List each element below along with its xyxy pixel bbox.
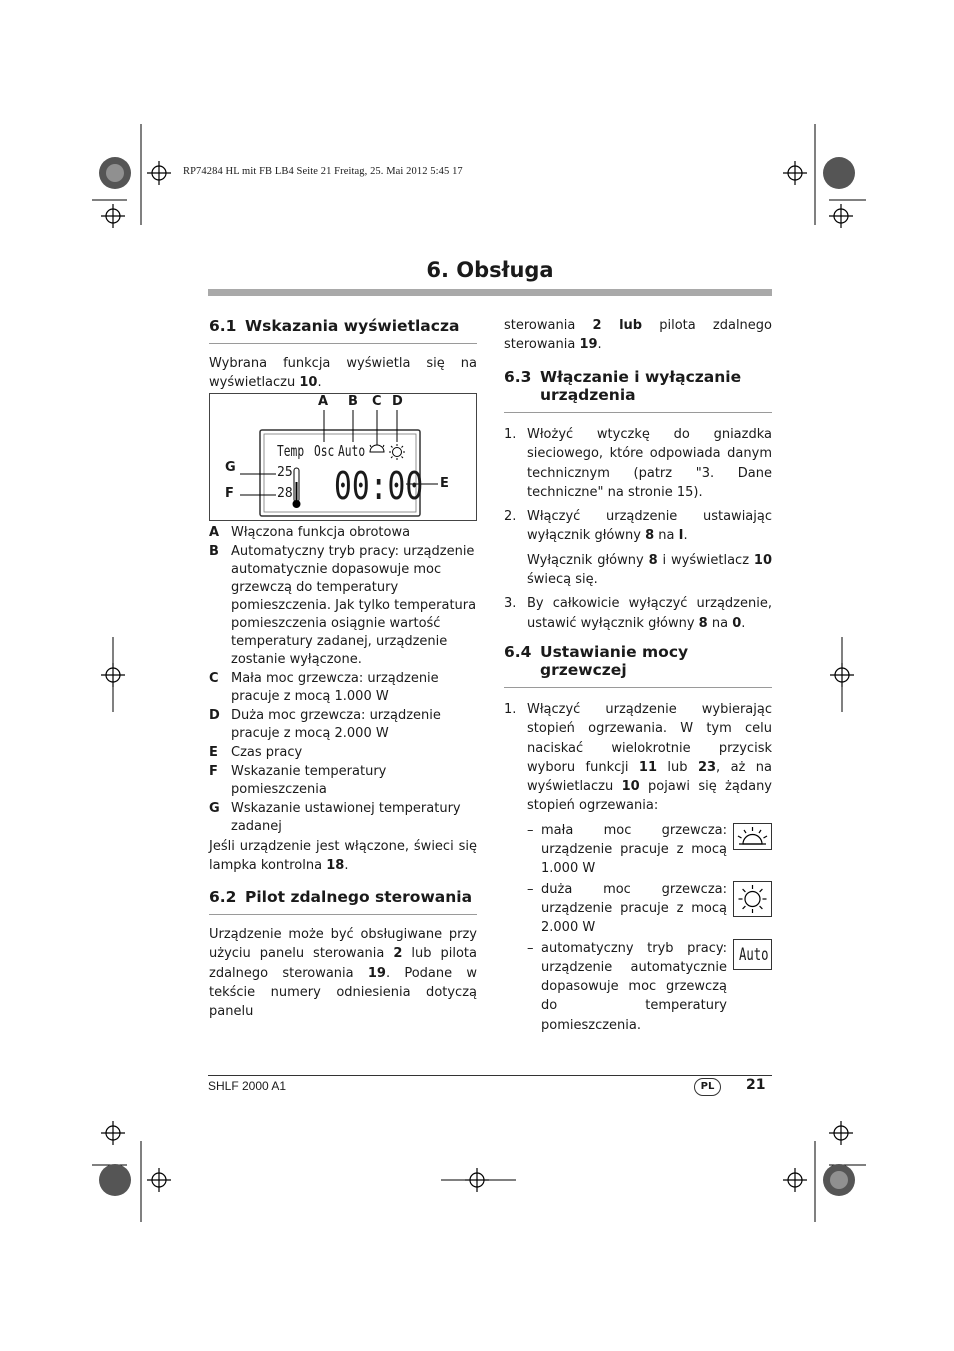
section-6-2-heading: 6.2 Pilot zdalnego sterowania — [209, 888, 473, 906]
legend-item: E Czas pracy — [209, 745, 303, 760]
heat-options — [527, 821, 727, 1035]
s63-steps — [504, 425, 772, 633]
list-item: Wyłącznik główny 8 i wyświetlacz 10 świecą się. — [527, 552, 773, 588]
print-header: RP74284 HL mit FB LB4 Seite 21 Freitag, 25. Mai 2012 5:45 17 — [183, 166, 463, 177]
lcd-label-a: A — [318, 394, 329, 409]
list-item: – duża moc grzewcza: urządzenie pracuje z mocą 2.000 W — [527, 881, 727, 936]
lcd-label-f: F — [225, 486, 234, 501]
lcd-label-g: G — [225, 460, 236, 475]
lcd-seg-auto: Auto — [338, 442, 366, 460]
section-rule — [504, 687, 772, 688]
lcd-legend — [209, 524, 477, 836]
lcd-room-temp: 28 — [277, 486, 293, 501]
section-rule — [209, 914, 477, 915]
section-rule — [209, 343, 477, 344]
lcd-label-b: B — [348, 394, 358, 409]
s62-continued: sterowania 2 lub pilota zdalnego sterowania 19. — [504, 318, 773, 353]
legend-item: C Mała moc grzewcza: urządzenie pracuje z mocą 1.000 W — [209, 671, 439, 704]
lcd-label-c: C — [372, 394, 382, 409]
legend-item: G Wskazanie ustawionej temperatury zadanej — [209, 801, 461, 834]
s61-intro: Wybrana funkcja wyświetla się na wyświetlaczu 10. — [209, 356, 477, 391]
auto-mode-icon: Auto — [733, 939, 772, 970]
section-6-1-heading: 6.1 Wskazania wyświetlacza — [209, 317, 460, 335]
language-badge: PL — [694, 1078, 721, 1096]
lcd-label-e: E — [440, 476, 449, 491]
list-item: – mała moc grzewcza: urządzenie pracuje z mocą 1.000 W — [527, 822, 727, 877]
s62-paragraph: Urządzenie może być obsługiwane przy użyciu panelu sterowania 2 lub pilota zdalnego sterowania 19. Podane w tekście numery odniesienia dotyczą panelu — [209, 927, 477, 1020]
sun-icon — [733, 881, 772, 917]
page-number: 21 — [746, 1077, 766, 1093]
lcd-set-temp: 25 — [277, 465, 293, 480]
legend-item: D Duża moc grzewcza: urządzenie pracuje z mocą 2.000 W — [209, 708, 441, 741]
list-item: 1. Włączyć urządzenie wybierając stopień ogrzewania. W tym celu naciskać wielokrotnie przycisk wyboru funkcji 11 lub 23, aż na wyświetlaczu 10 pojawi się żądany stopień ogrzewania: — [504, 702, 773, 814]
s61-lamp-paragraph: Jeśli urządzenie jest włączone, świeci się lampka kontrolna 18. — [209, 839, 477, 874]
half-sun-icon — [733, 823, 772, 850]
section-6-4 — [504, 643, 772, 1035]
legend-item: F Wskazanie temperatury pomieszczenia — [209, 764, 387, 797]
list-item: 3. By całkowicie wyłączyć urządzenie, ustawić wyłącznik główny 8 na 0. — [504, 596, 772, 631]
legend-item: B Automatyczny tryb pracy: urządzenie automatycznie dopasowuje moc grzewczą do temperatury pomieszczenia. Jak tylko temperatura pomieszczenia osiągnie wartość temperatury zadanej, urządzenie zostanie wyłączone. — [209, 544, 477, 667]
list-item: 2. Włączyć urządzenie ustawiając wyłącznik główny 8 na I. — [504, 509, 772, 544]
section-6-3-heading: 6.3 Włączanie i wyłączanie urządzenia — [504, 368, 742, 404]
list-item: 1. Włożyć wtyczkę do gniazdka sieciowego, które odpowiada danym technicznym (patrz "3. Dane techniczne" na stronie 15). — [504, 427, 772, 500]
section-6-4-heading: 6.4 Ustawianie mocy grzewczej — [504, 643, 689, 679]
list-item: – automatyczny tryb pracy: urządzenie automatycznie dopasowuje moc grzewczą do temperatury pomieszczenia. — [527, 940, 727, 1033]
section-6-3 — [504, 368, 772, 633]
lcd-seg-osc: Osc — [314, 442, 335, 460]
s64-steps — [504, 700, 772, 816]
section-6-1 — [209, 317, 477, 393]
section-rule — [504, 412, 772, 413]
lcd-seg-temp: Temp — [277, 442, 305, 460]
footer-rule — [208, 1075, 772, 1076]
lcd-time: 00:00 — [334, 464, 424, 508]
footer-model: SHLF 2000 A1 — [208, 1079, 287, 1093]
chapter-title: 6. Obsługa — [426, 258, 554, 282]
chapter-bar — [208, 289, 772, 296]
legend-item: A Włączona funkcja obrotowa — [209, 525, 411, 540]
section-6-2 — [209, 888, 477, 1021]
lcd-label-d: D — [392, 394, 403, 409]
lcd-diagram — [209, 393, 477, 521]
